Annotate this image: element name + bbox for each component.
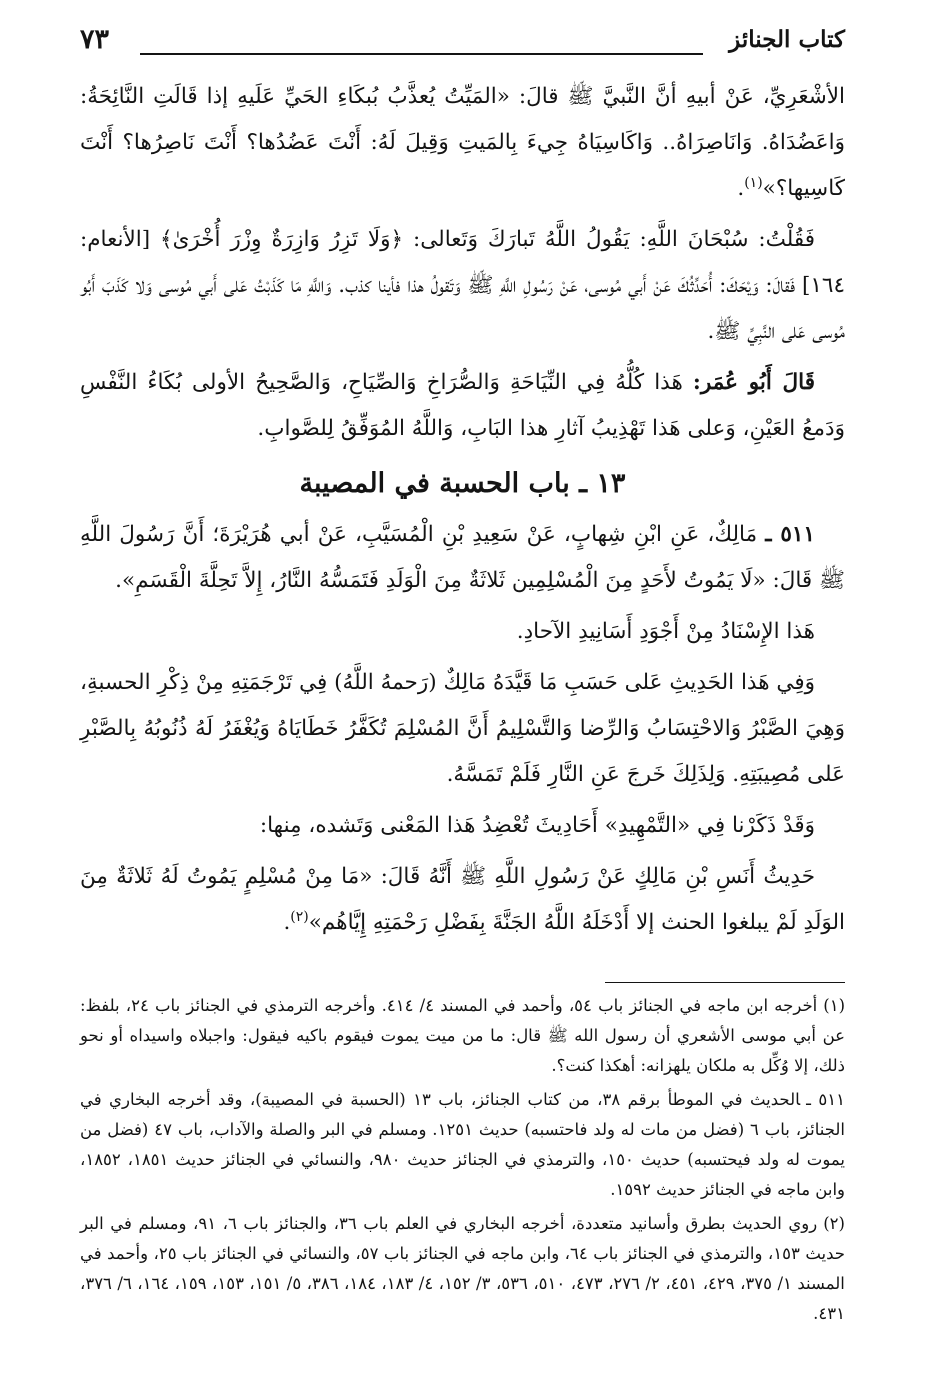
page-header [80, 22, 845, 74]
section-heading: ١٣ ـ باب الحسبة في المصيبة [299, 468, 626, 499]
book-page [80, 22, 845, 1372]
paragraph-8-text: حَدِيثُ أَنَسِ بْنِ مَالِكٍ عَنْ رَسُولِ اللَّهِ ﷺ أَنَّهُ قَالَ: «مَا مِنْ مُسْلِمٍ يَمُوتُ لَهُ ثَلاثَةٌ مِنَ الوَلَدِ لَمْ يبلغوا الحنث إلا أَدْخَلَهُ اللَّهُ الجَنَّةَ بِفَضْلِ رَحْمَتِهِ إِيَّاهُم» [80, 864, 845, 935]
footnote-marker: (٢) [823, 1214, 845, 1233]
paragraph-3 [80, 360, 845, 452]
paragraph-2: فَقُلْتُ: سُبْحَانَ اللَّهِ: يَقُولُ اللَّهُ تَبارَكَ وَتَعالى: ﴿وَلَا تَزِرُ وَازِرَةٌ وِزْرَ أُخْرَىٰ﴾ [الأنعام: ١٦٤] فَقالَ: وَيْحَكَ: أُحَدِّثُكَ عَنْ أَبي مُوسى، عَنْ رَسُولِ اللَّهِ ﷺ وَتَقولُ هذا فأينا كذب. وَاللَّهِ مَا كَذَبْتُ عَلى أَبي مُوسى وَلا كَذَبَ أَبُو مُوسى عَلى النَّبِيِّ ﷺ. [80, 227, 845, 344]
paragraph-1-end: . [737, 176, 745, 201]
footnotes [80, 991, 845, 1329]
paragraph-5: هَذا الإِسْنَادُ مِنْ أَجْوَدِ أَسَانِيدِ الآحادِ. [516, 619, 815, 644]
paragraph-4 [80, 512, 845, 604]
paragraph-7: وَقَدْ ذَكَرْنا فِي «التَّمْهِيدِ» أَحَادِيثَ تُعْضِدُ هَذا المَعْنى وَتَشده، مِنها: [259, 813, 815, 838]
paragraph-4-text: مَالِكٌ، عَنِ ابْنِ شِهابٍ، عَنْ سَعِيدِ بْنِ الْمُسَيَّبِ، عَنْ أبي هُرَيْرَةَ؛ أَنَّ رَسُولَ اللَّهِ ﷺ قَالَ: «لَا يَمُوتُ لأَحَدٍ مِنَ الْمُسْلِمِين ثَلاثَةٌ مِنَ الْوَلَدِ فَتَمَسُّهُ النَّارُ، إِلاَّ تَحِلَّةَ الْقَسَمِ». [80, 522, 845, 593]
paragraph-6: وَفِي هَذا الحَدِيثِ عَلى حَسَبِ مَا قَيَّدَهُ مَالِكٌ (رَحمهُ اللَّهُ) فِي تَرْجَمَتِهِ مِنْ ذِكْرِ الحسبةِ، وَهِيَ الصَّبْرُ وَالاحْتِسَابُ وَالرِّضا وَالتَّسْلِيمُ أَنَّ المُسْلِمَ تُكَفَّرُ خَطَايَاهُ وَيُغْفَرُ لَهُ ذُنُوبُهُ بِالصَّبْرِ عَلى مُصِيبَتِهِ. وَلِذَلِكَ خَرجَ عَنِ النَّارِ فَلَمْ تَمَسَّهُ. [80, 670, 845, 787]
header-rule [140, 53, 703, 55]
footnote-511 [80, 1085, 845, 1205]
page-number: ٧٣ [80, 24, 110, 55]
paragraph-8-end: . [283, 910, 291, 935]
footnote-ref-2: (٢) [290, 908, 309, 925]
footnote-1 [80, 991, 845, 1081]
footnote-text: روي الحديث بطرق وأسانيد متعددة، أخرجه البخاري في العلم باب ٣٦، والجنائز باب ٦، ٩١، ومسلم في البر حديث ١٥٣، والترمذي في الجنائز باب ٦٤، وابن ماجه في الجنائز باب ٥٧، والنسائي في الجنائز باب ٢٥، وأحمد في المسند ١/ ٣٧٥، ٤٢٩، ٤٥١، ٢/ ٢٧٦، ٤٧٣، ٥١٠، ٥٣٦، ٣/ ١٥٢، ٤/ ١٨٣، ١٨٤، ٣٨٦، ٥/ ١٥١، ١٥٣، ١٥٩، ١٦٤، ٦/ ٣٧٦، ٤٣١. [80, 1214, 845, 1323]
paragraph-8 [80, 854, 845, 946]
main-text [80, 74, 845, 946]
footnote-text: أخرجه ابن ماجه في الجنائز باب ٥٤، وأحمد في المسند ٤/ ٤١٤. وأخرجه الترمذي في الجنائز باب ٢٤، بلفظ: عن أبي موسى الأشعري أن رسول الله ﷺ قال: ما من ميت يموت فيقوم باكيه فيقول: واجبلاه واسيداه أو نحو ذلك، إلا وُكِّل به ملكان يلهزانه: أهكذا كنت؟. [80, 996, 845, 1075]
paragraph-3-text: هَذا كُلُّهُ فِي النِّيَاحَةِ وَالصُّرَاخِ وَالصِّيَاحِ، وَالصَّحِيحُ الأولى بُكَاءُ النَّفْسِ وَدَمعُ العَيْنِ، وَعلى هَذا تَهْذِيبُ آثارِ هذا البَابِ، وَاللَّهُ المُوَفِّقُ لِلصَّوابِ. [80, 370, 845, 441]
footnote-marker: ٥١١ ـ [806, 1090, 845, 1109]
footnote-2 [80, 1209, 845, 1329]
paragraph-1 [80, 74, 845, 212]
footnote-separator [605, 982, 845, 983]
footnote-marker: (١) [823, 996, 845, 1015]
footnote-text: الحديث في الموطأ برقم ٣٨، من كتاب الجنائز، باب ١٣ (الحسبة في المصيبة)، وقد أخرجه البخاري في الجنائز، باب ٦ (فضل من مات له ولد فاحتسبه) حديث ١٢٥١. ومسلم في البر والصلة والآداب، باب ٤٧ (فضل من يموت له ولد فيحتسبه) حديث ١٥٠، والترمذي في الجنائز حديث ٩٨٠، والنسائي في الجنائز حديث ١٨٥١، ١٨٥٢، وابن ماجه في الجنائز حديث ١٥٩٢. [80, 1090, 845, 1199]
abu-umar-lead: قَالَ أَبُو عُمَر: [692, 370, 815, 395]
paragraph-1-text: الأشْعَرِيِّ، عَنْ أبيهِ أنَّ النَّبيَّ ﷺ قالَ: «المَيِّتُ يُعذَّبُ بُبكَاءِ الحَيِّ عَلَيهِ إذا قَالَتِ النَّائِحَةُ: وَاعَضُدَاهُ. وَانَاصِرَاهُ.. وَاكَاسِيَاهُ جِيءَ بِالمَيتِ وَقِيلَ لَهُ: أَنْتَ عَضُدُها؟ أَنْتَ نَاصِرُها؟ أَنْتَ كَاسِيها؟» [80, 84, 845, 201]
footnote-ref-1: (١) [744, 174, 763, 191]
running-title: كتاب الجنائز [729, 26, 845, 53]
hadith-number: ٥١١ ـ [765, 522, 815, 547]
